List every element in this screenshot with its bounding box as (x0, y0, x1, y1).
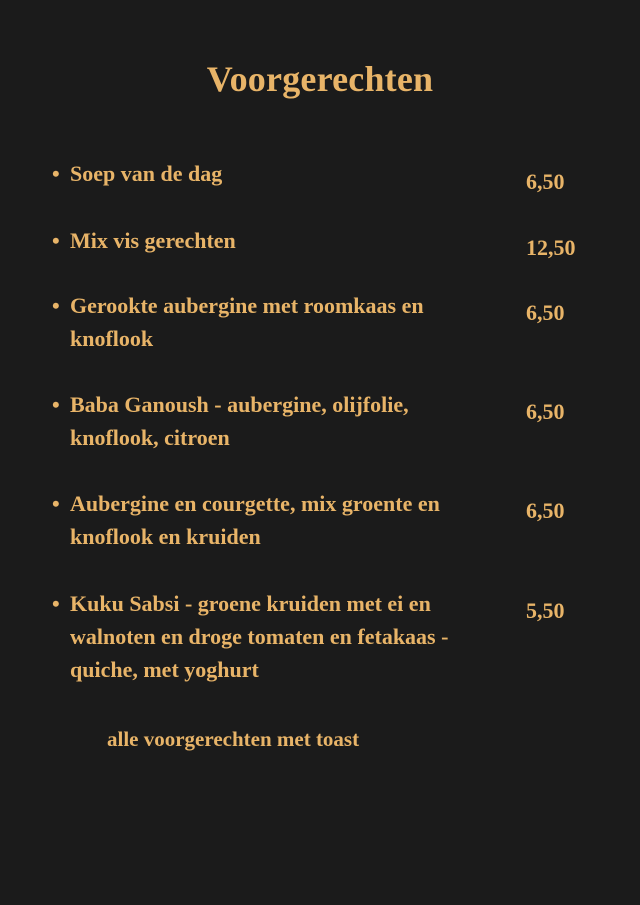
menu-item-name: Soep van de dag (70, 161, 223, 186)
bullet-icon: • (52, 161, 60, 186)
bullet-icon: • (52, 392, 60, 417)
bullet-icon: • (52, 293, 60, 318)
menu-item-price: 6,50 (526, 300, 565, 325)
menu-item-name: Mix vis gerechten (70, 228, 236, 253)
menu-item-name: Aubergine en courgette, mix groente en knoflook en kruiden (70, 491, 440, 549)
page-title: Voorgerechten (206, 59, 434, 99)
bullet-icon: • (52, 591, 60, 616)
menu-item-price: 5,50 (526, 598, 565, 623)
menu-item-price: 6,50 (526, 498, 565, 523)
menu-footnote: alle voorgerechten met toast (107, 727, 360, 751)
menu-item-name: Gerookte aubergine met roomkaas en knoflook (70, 293, 424, 351)
menu-item-price: 6,50 (526, 169, 565, 194)
menu-item-name: Baba Ganoush - aubergine, olijfolie, knoflook, citroen (70, 392, 409, 450)
menu-item-price: 12,50 (526, 235, 576, 260)
menu-item-price: 6,50 (526, 399, 565, 424)
bullet-icon: • (52, 491, 60, 516)
bullet-icon: • (52, 228, 60, 253)
menu-item-name: Kuku Sabsi - groene kruiden met ei en walnoten en droge tomaten en fetakaas - quiche, met yoghurt (70, 591, 449, 682)
